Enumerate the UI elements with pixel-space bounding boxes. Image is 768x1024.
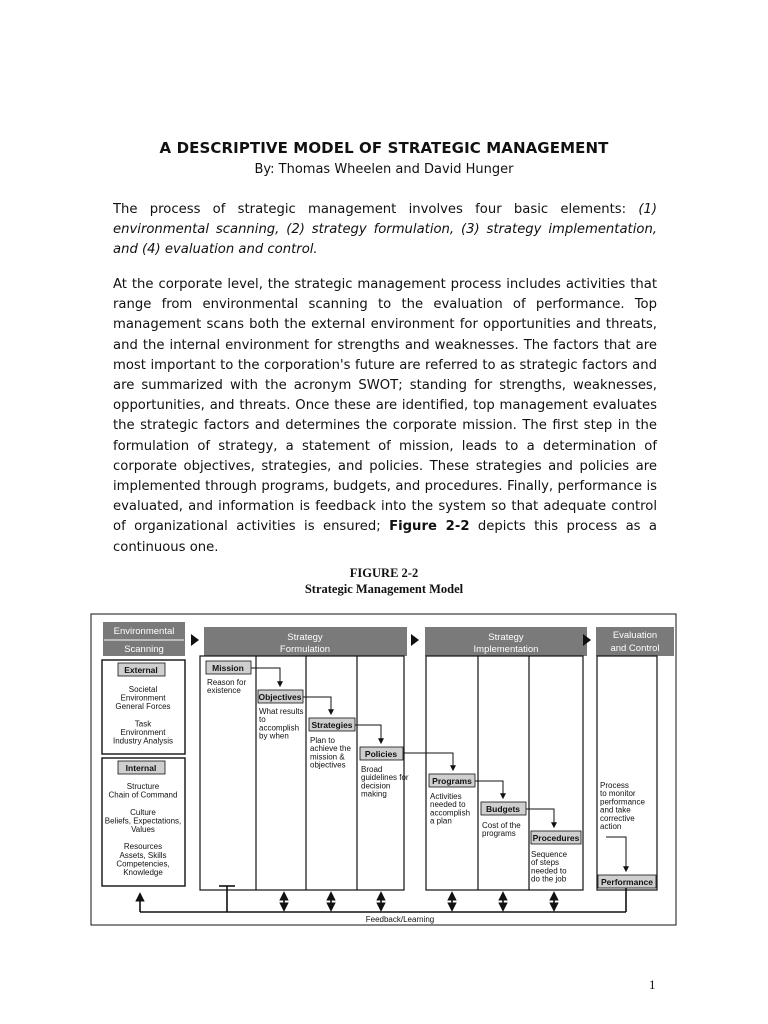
flow-arrow bbox=[475, 781, 503, 798]
evaluation-line: performance bbox=[600, 797, 645, 807]
evaluation-line: action bbox=[600, 822, 622, 831]
formulation-header-line-1: Strategy bbox=[287, 632, 323, 643]
arrow-right-icon bbox=[411, 634, 419, 646]
evaluation-line: corrective bbox=[600, 813, 635, 823]
internal-line: Culture bbox=[130, 807, 156, 817]
objectives-line: accomplish bbox=[259, 723, 300, 733]
procedures-line: needed to bbox=[531, 866, 567, 876]
policies-line: Broad bbox=[361, 765, 383, 774]
programs-line: a plan bbox=[430, 816, 452, 826]
evaluation-header-line-2: and Control bbox=[610, 643, 660, 654]
budgets-text bbox=[482, 821, 521, 838]
env-header-line-1: Environmental bbox=[113, 626, 175, 637]
evaluation-line: and take bbox=[600, 805, 631, 815]
external-line: Environment bbox=[120, 728, 166, 737]
internal-line: Structure bbox=[126, 782, 160, 791]
policies-line: decision bbox=[361, 781, 391, 791]
formulation-header-line-2: Formulation bbox=[279, 644, 331, 655]
programs-line: needed to bbox=[430, 800, 466, 810]
flow-arrow bbox=[303, 697, 331, 714]
evaluation-frame bbox=[597, 656, 657, 890]
flow-arrow bbox=[526, 809, 554, 827]
feedback-label: Feedback/Learning bbox=[365, 915, 435, 924]
flow-arrow bbox=[403, 753, 453, 770]
budgets-line: Cost of the bbox=[482, 821, 521, 830]
flow-arrow bbox=[355, 725, 381, 743]
internal-line: Assets, Skills bbox=[119, 850, 167, 860]
objectives-line: What results bbox=[259, 707, 304, 716]
figure-number: FIGURE 2-2 bbox=[349, 566, 419, 580]
policies-line: making bbox=[361, 789, 387, 799]
mission-label: Mission bbox=[212, 663, 244, 673]
external-line: Societal bbox=[128, 685, 158, 694]
programs-line: accomplish bbox=[430, 808, 471, 818]
procedures-line: Sequence bbox=[531, 850, 568, 859]
internal-line: Chain of Command bbox=[108, 790, 178, 800]
internal-line: Values bbox=[131, 825, 155, 834]
evaluation-header-line-1: Evaluation bbox=[612, 630, 658, 641]
document-title: A DESCRIPTIVE MODEL OF STRATEGIC MANAGEMENT bbox=[159, 139, 609, 157]
policies-label: Policies bbox=[364, 749, 398, 759]
mission-text bbox=[207, 678, 246, 695]
programs-label: Programs bbox=[432, 776, 472, 786]
page-number: 1 bbox=[649, 977, 656, 992]
implementation-header-line-2: Implementation bbox=[473, 644, 539, 655]
evaluation-line: Process bbox=[600, 781, 629, 790]
mission-line: Reason for bbox=[207, 678, 247, 687]
procedures-line: do the job bbox=[531, 874, 567, 884]
external-text bbox=[113, 685, 173, 746]
feedback-arrows bbox=[284, 893, 554, 910]
flow-arrow bbox=[606, 837, 626, 871]
strategies-label: Strategies bbox=[311, 720, 353, 730]
strategies-line: mission & bbox=[310, 752, 345, 762]
internal-line: Beliefs, Expectations, bbox=[104, 816, 182, 826]
budgets-label: Budgets bbox=[486, 804, 520, 814]
internal-label: Internal bbox=[125, 763, 157, 773]
internal-line: Competencies, bbox=[116, 859, 170, 869]
internal-line: Resources bbox=[123, 842, 163, 852]
external-label: External bbox=[124, 665, 158, 675]
objectives-line: by when bbox=[259, 731, 289, 741]
internal-line: Knowledge bbox=[123, 868, 163, 877]
strategies-text bbox=[310, 736, 351, 770]
strategies-line: objectives bbox=[310, 760, 346, 770]
evaluation-line: to monitor bbox=[600, 789, 636, 799]
paragraph-1-text: The process of strategic management involves four basic elements: bbox=[113, 202, 639, 217]
paragraph-2-end: depicts this process as a continuous one. bbox=[113, 519, 657, 555]
paragraph-1-italic: (1) environmental scanning, (2) strategy formulation, (3) strategy implementation, and (4) evaluation and control. bbox=[113, 202, 657, 258]
procedures-line: of steps bbox=[531, 858, 560, 868]
external-line: Industry Analysis bbox=[112, 736, 174, 746]
objectives-line: to bbox=[259, 715, 266, 725]
figure-reference: Figure 2-2 bbox=[389, 519, 470, 535]
policies-line: guidelines for bbox=[361, 773, 409, 783]
document-byline: By: Thomas Wheelen and David Hunger bbox=[254, 162, 514, 177]
procedures-text bbox=[531, 850, 568, 884]
strategies-line: Plan to bbox=[310, 736, 335, 745]
budgets-line: programs bbox=[482, 829, 516, 839]
procedures-label: Procedures bbox=[532, 833, 580, 843]
mission-line: existence bbox=[207, 686, 241, 696]
external-line: Environment bbox=[120, 693, 166, 703]
policies-text bbox=[361, 765, 409, 799]
external-line: General Forces bbox=[115, 702, 171, 712]
figure-title: Strategic Management Model bbox=[304, 582, 464, 596]
objectives-text bbox=[259, 707, 303, 741]
flow-arrow bbox=[251, 668, 280, 686]
internal-text bbox=[105, 782, 181, 877]
programs-line: Activities bbox=[430, 792, 462, 801]
env-header-line-2: Scanning bbox=[124, 644, 164, 655]
objectives-label: Objectives bbox=[258, 692, 302, 702]
evaluation-text bbox=[600, 781, 645, 831]
performance-label: Performance bbox=[601, 877, 653, 887]
programs-text bbox=[430, 792, 470, 826]
external-line: Task bbox=[134, 719, 152, 729]
arrow-right-icon bbox=[191, 634, 199, 646]
paragraph-2-text: At the corporate level, the strategic management process includes activities that range from environmental scanning to the evaluation of performance. Top management scans both the external environment for opportunities and threats, and the internal environment for strengths and weaknesses. The factors that are most important to the corporation's future are referred to as strategic factors and are summarized with the acronym SWOT; standing for strengths, weaknesses, opportunities, and threats. Once these are identified, top management evaluates the strategic factors and determines the corporate mission. The first step in the formulation of strategy, a statement of mission, leads to a determination of corporate objectives, strategies, and policies. These strategies and policies are implemented through programs, budgets, and procedures. Finally, performance is evaluated, and information is feedback into the system so that adequate control of organizational activities is ensured; bbox=[113, 277, 657, 535]
strategies-line: achieve the bbox=[310, 744, 351, 754]
implementation-header-line-1: Strategy bbox=[488, 632, 524, 643]
